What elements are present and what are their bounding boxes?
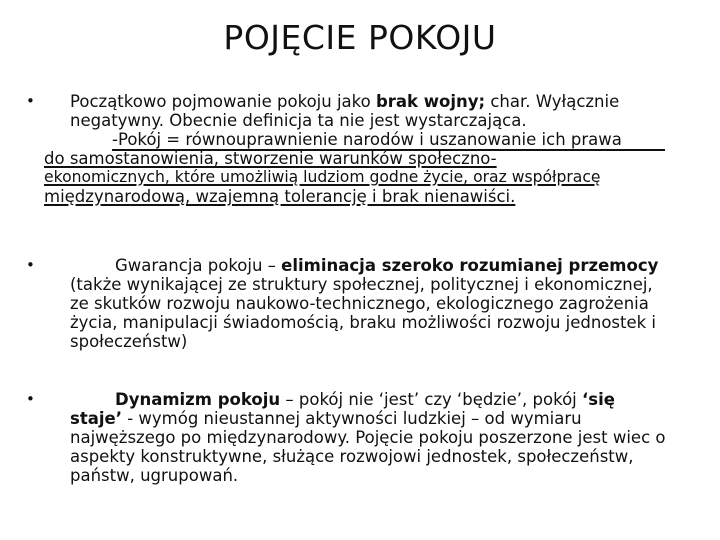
bullet-marker-2: • <box>26 256 35 274</box>
p3-text-d: - wymóg nieustannej aktywności ludzkiej – od wymiaru najwęższego po międzynarodowy. Pojęcie pokoju poszerzone jest wiec o aspekty konstruktywne, służące rozwojowi jednostek, społeczeństw, państw, ugrupowań. <box>70 409 666 485</box>
p3-text-b: – pokój nie ‘jest’ czy ‘będzie’, pokój <box>280 390 582 409</box>
p1-bold-brak-wojny: brak wojny; <box>375 92 486 111</box>
p2-text-a: Gwarancja pokoju – <box>115 256 282 275</box>
paragraph-1-line-5: ekonomicznych, które umożliwią ludziom godne życie, oraz współpracę <box>44 168 601 186</box>
paragraph-1-line-4: do samostanowienia, stworzenie warunków społeczno- <box>44 149 497 168</box>
p1-text-c: char. Wyłącznie <box>485 92 620 111</box>
paragraph-1-line-6: międzynarodową, wzajemną tolerancję i brak nienawiści. <box>44 187 516 206</box>
paragraph-1-line-3: -Pokój = równouprawnienie narodów i uszanowanie ich prawa <box>112 130 622 149</box>
bullet-marker-1: • <box>26 92 35 110</box>
p2-bold-eliminacja: eliminacja szeroko rozumianej przemocy <box>281 256 659 275</box>
paragraph-1-line-2: negatywny. Obecnie definicja ta nie jest wystarczająca. <box>70 111 527 130</box>
bullet-marker-3: • <box>26 390 35 408</box>
p3-bold-sie-staje: ‘się staje’ <box>70 390 615 428</box>
p1-text-a: Początkowo pojmowanie pokoju jako <box>70 92 376 111</box>
paragraph-1-line-1 <box>70 92 619 111</box>
paragraph-2 <box>70 256 670 351</box>
paragraph-3 <box>70 390 670 485</box>
p3-bold-dynamizm: Dynamizm pokoju <box>115 390 281 409</box>
p2-text-c: (także wynikającej ze struktury społecznej, politycznej i ekonomicznej, ze skutków rozwoju naukowo-technicznego, ekologicznego zagrożenia życia, manipulacji świadomością, braku możliwości rozwoju jednostek i społeczeństw) <box>70 275 657 351</box>
slide-title: POJĘCIE POKOJU <box>223 18 497 57</box>
